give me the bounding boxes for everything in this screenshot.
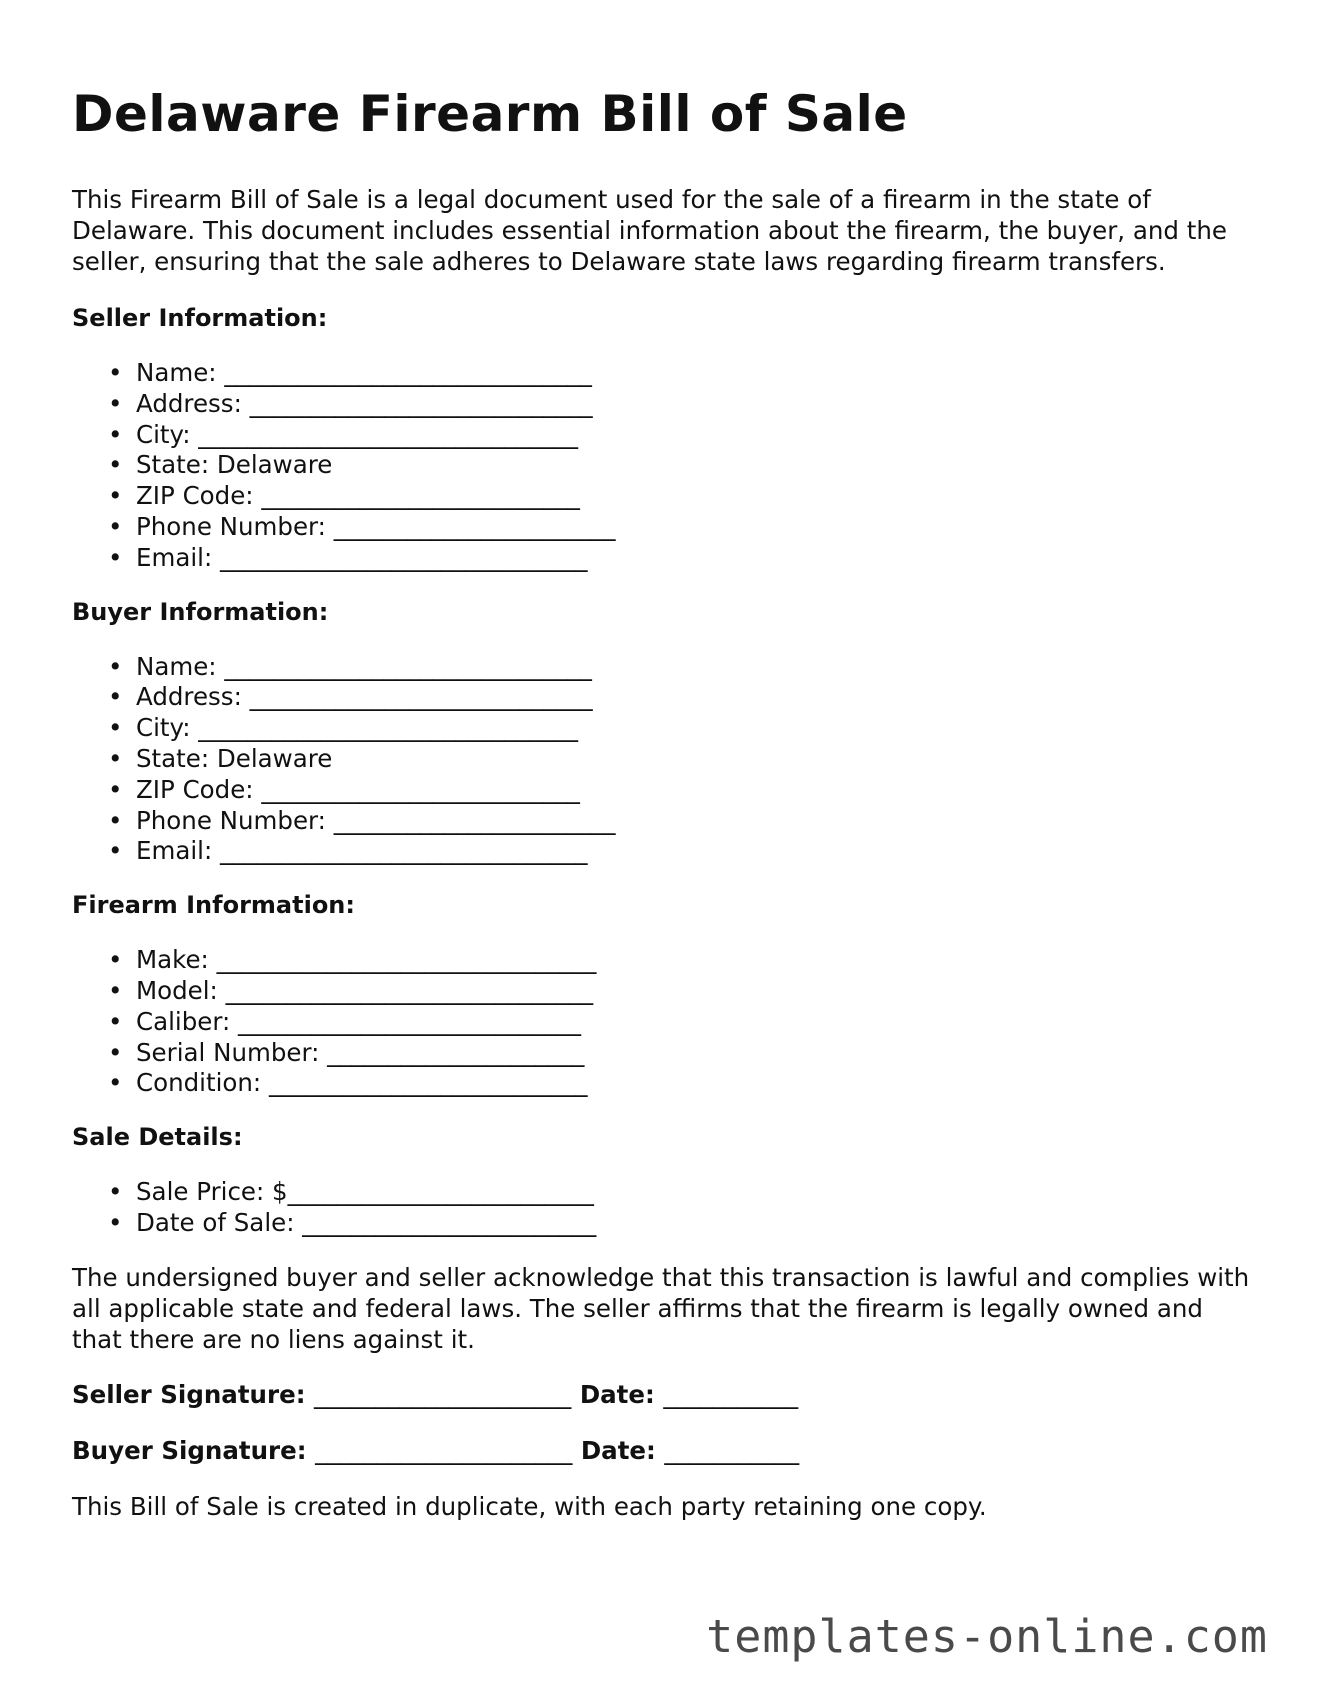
firearm-section-heading: Firearm Information: <box>72 891 355 920</box>
seller-signature-line[interactable] <box>72 1379 1252 1410</box>
buyer-city-field[interactable]: • City: _______________________________ <box>108 713 579 743</box>
firearm-fields-list <box>72 945 1252 1099</box>
buyer-date-blank[interactable]: ___________ <box>664 1435 800 1465</box>
sale-fields-list <box>72 1177 1252 1239</box>
buyer-date-label: Date: <box>580 1435 656 1465</box>
buyer-state-field: • State: Delaware <box>108 743 333 773</box>
firearm-serial-field[interactable]: • Serial Number: _____________________ <box>108 1037 585 1067</box>
bullet-icon: • <box>108 1207 123 1237</box>
bullet-icon: • <box>108 358 123 387</box>
seller-zip-field[interactable]: • ZIP Code: __________________________ <box>108 481 580 511</box>
buyer-address-field[interactable]: • Address: ____________________________ <box>108 682 593 712</box>
seller-state-field: • State: Delaware <box>108 450 333 480</box>
seller-city-field[interactable]: • City: _______________________________ <box>108 419 579 449</box>
bullet-icon: • <box>108 743 123 773</box>
watermark-text: templates-online.com <box>706 1610 1268 1663</box>
seller-name-field[interactable]: • Name: ______________________________ <box>108 358 592 387</box>
bullet-icon: • <box>108 682 123 712</box>
seller-address-field[interactable]: • Address: ____________________________ <box>108 388 593 418</box>
bullet-icon: • <box>108 388 123 418</box>
buyer-zip-field[interactable]: • ZIP Code: __________________________ <box>108 774 580 804</box>
firearm-caliber-field[interactable]: • Caliber: ____________________________ <box>108 1006 582 1036</box>
seller-signature-blank[interactable]: _____________________ <box>314 1379 572 1409</box>
buyer-signature-line[interactable] <box>72 1435 1252 1466</box>
footer-note: This Bill of Sale is created in duplicate, with each party retaining one copy. <box>72 1491 987 1521</box>
seller-date-blank[interactable]: ___________ <box>663 1379 799 1409</box>
bullet-icon: • <box>108 1177 123 1207</box>
bullet-icon: • <box>108 836 123 866</box>
buyer-signature-label: Buyer Signature: <box>72 1435 307 1465</box>
bullet-icon: • <box>108 450 123 480</box>
bullet-icon: • <box>108 1006 123 1036</box>
firearm-make-field[interactable]: • Make: _______________________________ <box>108 945 597 975</box>
seller-date-label: Date: <box>579 1379 655 1409</box>
seller-phone-field[interactable]: • Phone Number: _______________________ <box>108 511 616 541</box>
bullet-icon: • <box>108 805 123 835</box>
document-page <box>72 84 1252 1522</box>
seller-section-heading: Seller Information: <box>72 304 328 332</box>
bullet-icon: • <box>108 945 123 975</box>
bullet-icon: • <box>108 1037 123 1067</box>
seller-signature-label: Seller Signature: <box>72 1379 306 1409</box>
bullet-icon: • <box>108 481 123 511</box>
acknowledgement-paragraph: The undersigned buyer and seller acknowledge that this transaction is lawful and complies with all applicable state and federal laws. The seller affirms that the firearm is legally owned and that there are no liens against it. <box>72 1262 1250 1354</box>
bullet-icon: • <box>108 651 123 681</box>
buyer-phone-field[interactable]: • Phone Number: _______________________ <box>108 805 616 835</box>
buyer-email-field[interactable]: • Email: ______________________________ <box>108 836 588 866</box>
firearm-model-field[interactable]: • Model: ______________________________ <box>108 975 594 1005</box>
buyer-section-heading: Buyer Information: <box>72 597 329 626</box>
page-title: Delaware Firearm Bill of Sale <box>72 85 908 143</box>
buyer-signature-blank[interactable]: _____________________ <box>315 1435 573 1465</box>
sale-section-heading: Sale Details: <box>72 1123 243 1152</box>
sale-date-field[interactable]: • Date of Sale: ________________________ <box>108 1207 597 1237</box>
bullet-icon: • <box>108 1068 123 1098</box>
seller-email-field[interactable]: • Email: ______________________________ <box>108 542 588 572</box>
buyer-name-field[interactable]: • Name: ______________________________ <box>108 651 592 681</box>
buyer-fields-list <box>72 652 1252 868</box>
bullet-icon: • <box>108 511 123 541</box>
sale-price-field[interactable]: • Sale Price: $_________________________ <box>108 1177 594 1207</box>
bullet-icon: • <box>108 542 123 572</box>
bullet-icon: • <box>108 713 123 743</box>
bullet-icon: • <box>108 975 123 1005</box>
firearm-condition-field[interactable]: • Condition: __________________________ <box>108 1068 588 1098</box>
bullet-icon: • <box>108 419 123 449</box>
intro-paragraph: This Firearm Bill of Sale is a legal document used for the sale of a firearm in the state of Delaware. This document includes essential information about the firearm, the buyer, and the seller, ensuring that the sale adheres to Delaware state laws regarding firearm transfers. <box>72 185 1227 276</box>
bullet-icon: • <box>108 774 123 804</box>
seller-fields-list <box>72 358 1252 574</box>
